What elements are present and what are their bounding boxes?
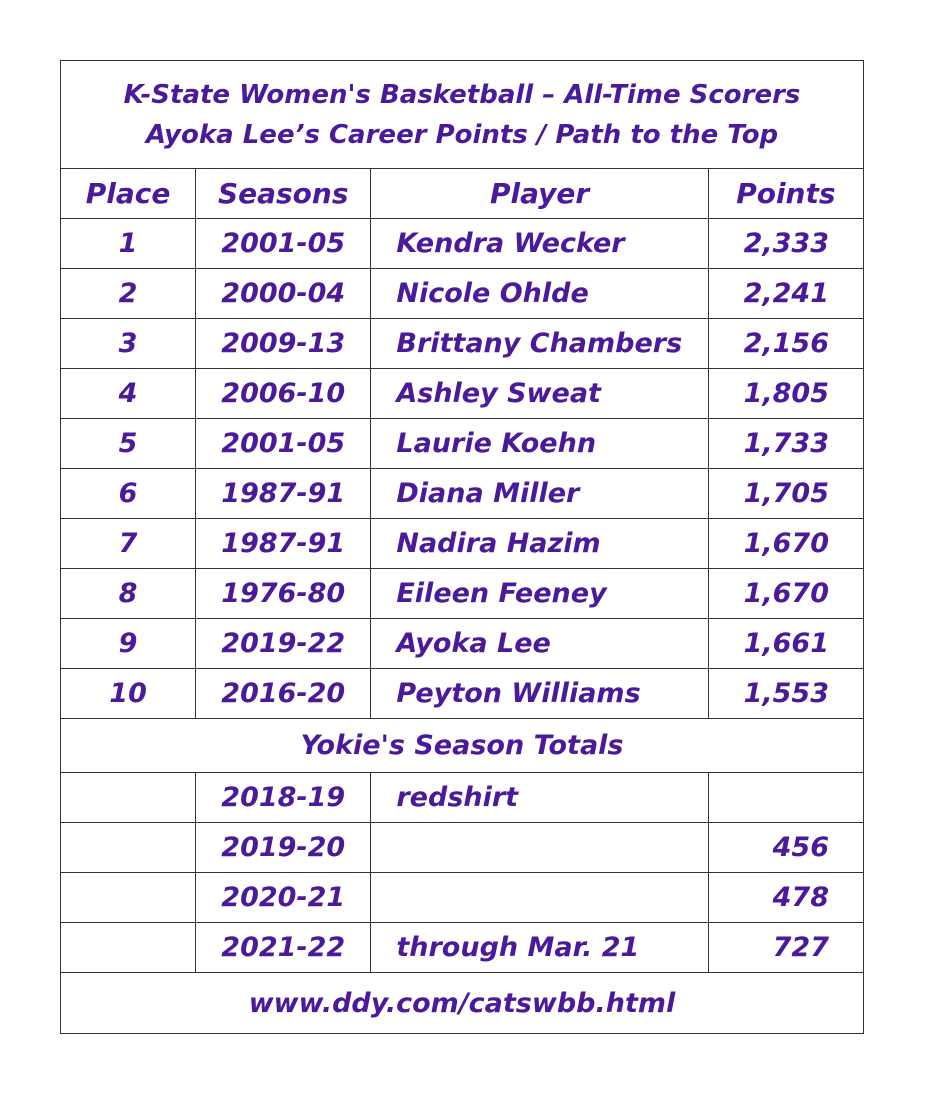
table-title — [61, 61, 864, 169]
place-cell: 4 — [61, 369, 196, 419]
scorer-row — [61, 569, 864, 619]
season-row — [61, 923, 864, 973]
scorer-row — [61, 619, 864, 669]
player-cell: Nicole Ohlde — [371, 269, 708, 319]
season-rows — [61, 773, 864, 973]
scorer-row — [61, 319, 864, 369]
season-row — [61, 773, 864, 823]
header-place: Place — [61, 169, 196, 219]
points-cell: 478 — [708, 873, 863, 923]
points-cell: 1,670 — [708, 569, 863, 619]
seasons-cell: 2001-05 — [196, 219, 371, 269]
title-line-2: Ayoka Lee’s Career Points / Path to the Top — [145, 119, 779, 150]
scorer-row — [61, 669, 864, 719]
all-time-scorers-table — [60, 60, 864, 1034]
player-cell: Eileen Feeney — [371, 569, 708, 619]
player-cell: Ashley Sweat — [371, 369, 708, 419]
scorer-row — [61, 519, 864, 569]
note-cell — [371, 823, 708, 873]
player-cell: Laurie Koehn — [371, 419, 708, 469]
player-cell: Ayoka Lee — [371, 619, 708, 669]
seasons-cell: 2019-22 — [196, 619, 371, 669]
scorer-row — [61, 469, 864, 519]
place-cell: 8 — [61, 569, 196, 619]
header-points: Points — [708, 169, 863, 219]
player-cell: Brittany Chambers — [371, 319, 708, 369]
scorer-row — [61, 219, 864, 269]
place-cell — [61, 923, 196, 973]
seasons-cell: 1987-91 — [196, 469, 371, 519]
player-cell: Peyton Williams — [371, 669, 708, 719]
table-body — [61, 61, 864, 219]
season-row — [61, 873, 864, 923]
place-cell: 10 — [61, 669, 196, 719]
points-cell: 2,156 — [708, 319, 863, 369]
player-cell: Kendra Wecker — [371, 219, 708, 269]
points-cell: 1,661 — [708, 619, 863, 669]
place-cell: 3 — [61, 319, 196, 369]
seasons-cell: 1976-80 — [196, 569, 371, 619]
points-cell: 1,733 — [708, 419, 863, 469]
season-totals-heading: Yokie's Season Totals — [61, 719, 864, 773]
points-cell: 1,705 — [708, 469, 863, 519]
title-line-1: K-State Women's Basketball – All-Time Scorers — [123, 79, 801, 110]
scorer-rows — [61, 219, 864, 719]
seasons-cell: 2018-19 — [196, 773, 371, 823]
header-player: Player — [371, 169, 708, 219]
seasons-cell: 2006-10 — [196, 369, 371, 419]
points-cell: 2,333 — [708, 219, 863, 269]
note-cell — [371, 873, 708, 923]
seasons-cell: 1987-91 — [196, 519, 371, 569]
scorer-row — [61, 369, 864, 419]
points-cell — [708, 773, 863, 823]
place-cell: 6 — [61, 469, 196, 519]
seasons-cell: 2001-05 — [196, 419, 371, 469]
seasons-cell: 2020-21 — [196, 873, 371, 923]
place-cell: 7 — [61, 519, 196, 569]
points-cell: 2,241 — [708, 269, 863, 319]
place-cell — [61, 873, 196, 923]
place-cell: 9 — [61, 619, 196, 669]
seasons-cell: 2021-22 — [196, 923, 371, 973]
player-cell: Nadira Hazim — [371, 519, 708, 569]
footer-section — [61, 973, 864, 1034]
season-totals-heading-row — [61, 719, 864, 773]
points-cell: 1,670 — [708, 519, 863, 569]
footer-row — [61, 973, 864, 1034]
place-cell: 2 — [61, 269, 196, 319]
points-cell: 727 — [708, 923, 863, 973]
scorer-row — [61, 269, 864, 319]
seasons-cell: 2009-13 — [196, 319, 371, 369]
scorer-row — [61, 419, 864, 469]
header-row — [61, 169, 864, 219]
place-cell: 5 — [61, 419, 196, 469]
title-row — [61, 61, 864, 169]
note-cell: through Mar. 21 — [371, 923, 708, 973]
points-cell: 1,553 — [708, 669, 863, 719]
seasons-cell: 2016-20 — [196, 669, 371, 719]
season-row — [61, 823, 864, 873]
place-cell: 1 — [61, 219, 196, 269]
player-cell: Diana Miller — [371, 469, 708, 519]
note-cell: redshirt — [371, 773, 708, 823]
footer-url: www.ddy.com/catswbb.html — [61, 973, 864, 1034]
header-seasons: Seasons — [196, 169, 371, 219]
season-section — [61, 719, 864, 773]
points-cell: 1,805 — [708, 369, 863, 419]
points-cell: 456 — [708, 823, 863, 873]
seasons-cell: 2000-04 — [196, 269, 371, 319]
seasons-cell: 2019-20 — [196, 823, 371, 873]
place-cell — [61, 823, 196, 873]
place-cell — [61, 773, 196, 823]
